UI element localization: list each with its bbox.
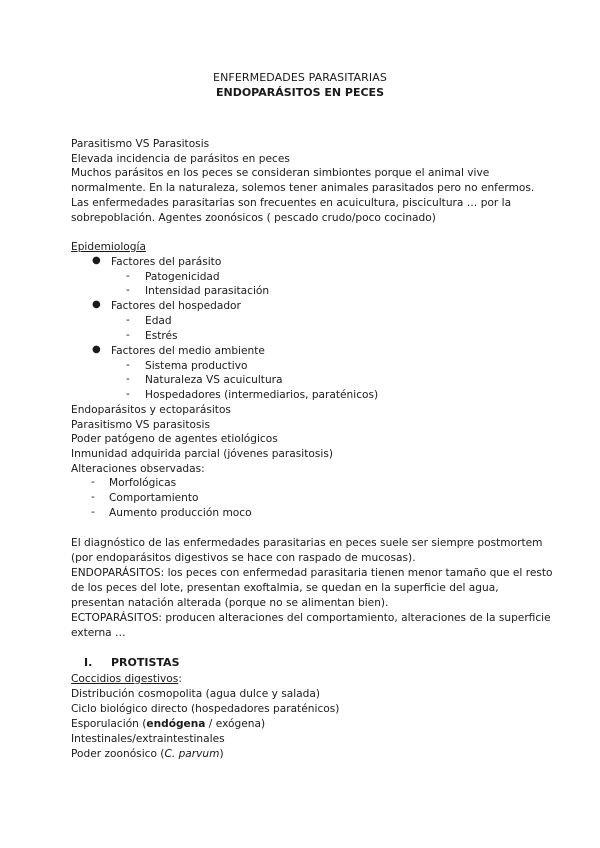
dash-icon: -	[126, 388, 130, 400]
epidemiology-heading: Epidemiología	[71, 241, 146, 253]
section-line: Ciclo biológico directo (hospedadores paraténicos)	[71, 703, 340, 715]
bullet-icon: ●	[92, 255, 101, 266]
dash-icon: -	[91, 506, 95, 518]
alteration-item: Aumento producción moco	[109, 507, 252, 519]
dash-icon: -	[126, 373, 130, 385]
intro-line: sobrepoblación. Agentes zoonósicos ( pescado crudo/poco cocinado)	[71, 212, 436, 224]
section-line: Intestinales/extraintestinales	[71, 733, 225, 745]
subheading-text: Coccidios digestivos	[71, 673, 179, 685]
line-part: / exógena)	[205, 718, 266, 730]
factor-item: Sistema productivo	[145, 360, 248, 372]
line-part: Poder zoonósico (	[71, 748, 165, 760]
section-number: I.	[84, 656, 93, 669]
epidemiology-line: Poder patógeno de agentes etiológicos	[71, 433, 278, 445]
diagnosis-line: ENDOPARÁSITOS: los peces con enfermedad parasitaria tienen menor tamaño que el resto	[71, 567, 553, 579]
dash-icon: -	[91, 491, 95, 503]
line-part: )	[219, 748, 224, 760]
document-subtitle: ENDOPARÁSITOS EN PECES	[215, 86, 384, 99]
diagnosis-line: externa …	[71, 627, 126, 639]
intro-line: Muchos parásitos en los peces se consideran simbiontes porque el animal vive	[71, 167, 490, 179]
factor-label: Factores del hospedador	[111, 300, 241, 312]
intro-line: Elevada incidencia de parásitos en peces	[71, 153, 290, 165]
diagnosis-line: de los peces del lote, presentan exoftalmia, se quedan en la superficie del agua,	[71, 582, 499, 594]
dash-icon: -	[126, 314, 130, 326]
alteration-item: Morfológicas	[109, 477, 177, 489]
dash-icon: -	[91, 476, 95, 488]
section-line	[71, 747, 224, 762]
factor-item: Hospedadores (intermediarios, paraténicos)	[145, 389, 379, 401]
line-italic-part: C. parvum	[164, 748, 220, 760]
bullet-icon: ●	[92, 344, 101, 355]
factor-item: Patogenicidad	[145, 271, 220, 283]
epidemiology-line: Inmunidad adquirida parcial (jóvenes parasitosis)	[71, 448, 333, 460]
diagnosis-line: (por endoparásitos digestivos se hace con raspado de mucosas).	[71, 552, 416, 564]
section-heading	[84, 656, 180, 669]
dash-icon: -	[126, 284, 130, 296]
factor-item: Edad	[145, 315, 172, 327]
intro-line: Parasitismo VS Parasitosis	[71, 138, 210, 150]
epidemiology-line: Alteraciones observadas:	[71, 463, 205, 475]
dash-icon: -	[126, 329, 130, 341]
diagnosis-line: presentan natación alterada (porque no se alimentan bien).	[71, 597, 389, 609]
line-bold-part: endógena	[146, 718, 206, 730]
bullet-icon: ●	[92, 299, 101, 310]
dash-icon: -	[126, 270, 130, 282]
factor-label: Factores del parásito	[111, 256, 222, 268]
factor-item: Estrés	[145, 330, 178, 342]
line-part: Esporulación (	[71, 718, 147, 730]
dash-icon: -	[126, 359, 130, 371]
epidemiology-line: Parasitismo VS parasitosis	[71, 419, 210, 431]
intro-line: Las enfermedades parasitarias son frecuentes en acuicultura, piscicultura … por la	[71, 197, 512, 209]
factor-item: Naturaleza VS acuicultura	[145, 374, 283, 386]
diagnosis-line: ECTOPARÁSITOS: producen alteraciones del comportamiento, alteraciones de la superficie	[71, 612, 551, 624]
factor-item: Intensidad parasitación	[145, 285, 270, 297]
document-title: ENFERMEDADES PARASITARIAS	[213, 71, 387, 84]
section-title: PROTISTAS	[111, 656, 180, 669]
subheading-colon: :	[178, 673, 182, 685]
section-line	[71, 717, 265, 732]
intro-line: normalmente. En la naturaleza, solemos tener animales parasitados pero no enfermos.	[71, 182, 535, 194]
section-subheading	[71, 672, 182, 687]
diagnosis-line: El diagnóstico de las enfermedades parasitarias en peces suele ser siempre postmortem	[71, 537, 543, 549]
factor-label: Factores del medio ambiente	[111, 345, 265, 357]
section-line: Distribución cosmopolita (agua dulce y salada)	[71, 688, 321, 700]
alteration-item: Comportamiento	[109, 492, 199, 504]
epidemiology-line: Endoparásitos y ectoparásitos	[71, 404, 231, 416]
